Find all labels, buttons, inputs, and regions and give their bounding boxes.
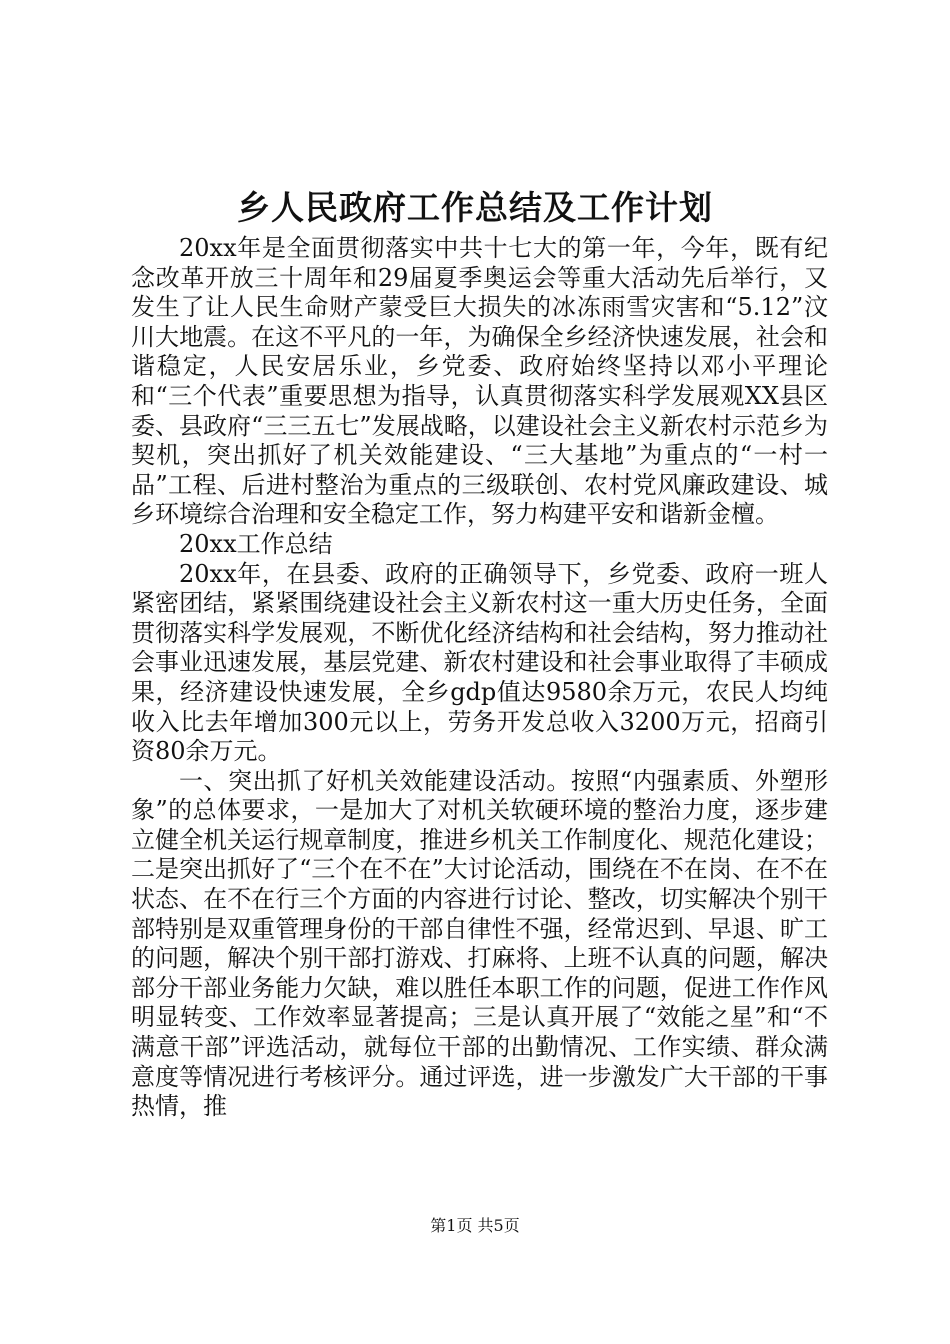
paragraph-intro: 20xx年是全面贯彻落实中共十七大的第一年，今年，既有纪念改革开放三十周年和29届夏季奥运会等重大活动先后举行，又发生了让人民生命财产蒙受巨大损失的冰冻雨雪灾害和“5.12”汶川大地震。在这不平凡的一年，为确保全乡经济快速发展，社会和谐稳定，人民安居乐业，乡党委、政府始终坚持以邓小平理论和“三个代表”重要思想为指导，认真贯彻落实科学发展观XX县区委、县政府“三三五七”发展战略，以建设社会主义新农村示范乡为契机，突出抓好了机关效能建设、“三大基地”为重点的“一村一品”工程、后进村整治为重点的三级联创、农村党风廉政建设、城乡环境综合治理和安全稳定工作，努力构建平安和谐新金檀。 (131, 234, 828, 529)
paragraph-section-one: 一、突出抓了好机关效能建设活动。按照“内强素质、外塑形象”的总体要求，一是加大了对机关软硬环境的整治力度，逐步建立健全机关运行规章制度，推进乡机关工作制度化、规范化建设；二是突出抓好了“三个在不在”大讨论活动，围绕在不在岗、在不在状态、在不在行三个方面的内容进行讨论、整改，切实解决个别干部特别是双重管理身份的干部自律性不强，经常迟到、早退、旷工的问题，解决个别干部打游戏、打麻将、上班不认真的问题，解决部分干部业务能力欠缺，难以胜任本职工作的问题，促进工作作风明显转变、工作效率显著提高；三是认真开展了“效能之星”和“不满意干部”评选活动，就每位干部的出勤情况、工作实绩、群众满意度等情况进行考核评分。通过评选，进一步激发广大干部的干事热情，推 (131, 766, 828, 1121)
page-number-footer: 第1页 共5页 (430, 1216, 520, 1235)
document-title: 乡人民政府工作总结及工作计划 (237, 188, 713, 227)
document-body (131, 234, 828, 1122)
section-heading-summary: 20xx工作总结 (179, 529, 333, 558)
paragraph-summary: 20xx年，在县委、政府的正确领导下，乡党委、政府一班人紧密团结，紧紧围绕建设社会主义新农村这一重大历史任务，全面贯彻落实科学发展观，不断优化经济结构和社会结构，努力推动社会事业迅速发展，基层党建、新农村建设和社会事业取得了丰硕成果，经济建设快速发展，全乡gdp值达9580余万元，农民人均纯收入比去年增加300元以上，劳务开发总收入3200万元，招商引资80余万元。 (131, 559, 828, 766)
